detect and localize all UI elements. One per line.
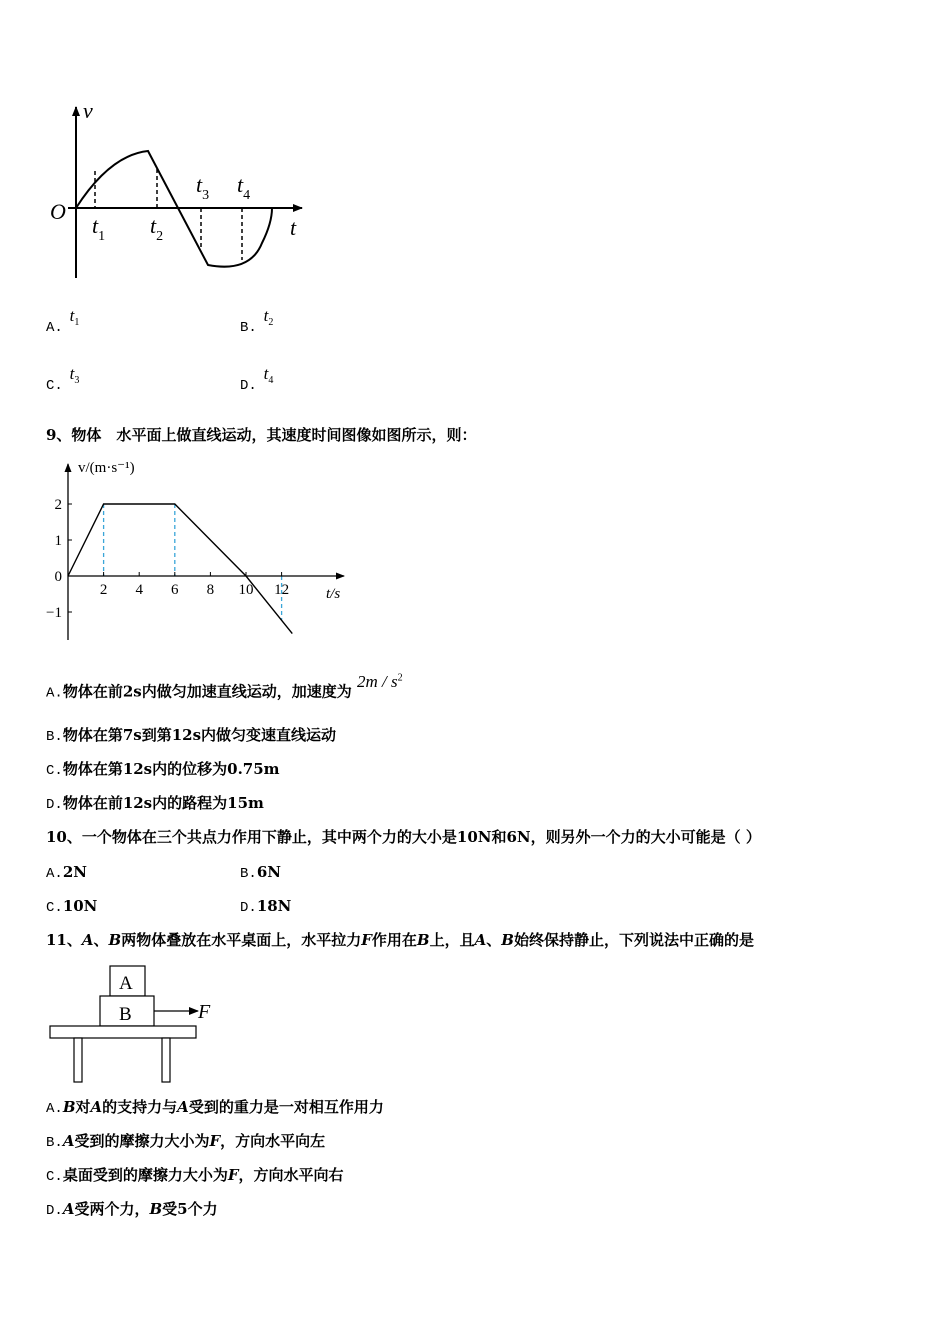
graph1-tick-t3: $t_3$ [196,172,210,203]
block-a-label: A [119,973,133,994]
q10-option-b[interactable] [240,862,281,884]
table-leg-right [162,1038,170,1082]
option-text: 18N [256,897,292,915]
q9-option-a[interactable] [46,671,403,704]
option-letter: D. [240,900,257,916]
option-formula: $t_2$ [263,306,274,328]
q10-option-a[interactable] [46,862,87,884]
option-letter: A. [46,866,63,882]
option-formula: $t_4$ [263,364,274,386]
option-letter: C. [46,763,63,779]
q8-option-a[interactable] [46,306,80,343]
table-top [50,1026,196,1038]
q11-option-d[interactable]: D.A受两个力，B受5个力 [46,1200,218,1219]
q11-stem: 11、A、B两物体叠放在水平桌面上，水平拉力F作用在B上，且A、B始终保持静止，下列说法中正确的是 [46,931,754,949]
q10-stem: 10、一个物体在三个共点力作用下静止，其中两个力的大小是10N和6N，则另外一个力的大小可能是（ ） [46,828,761,846]
option-letter: B. [46,729,63,745]
graph1-tick-t4: $t_4$ [237,172,251,203]
q8-option-b[interactable] [240,306,274,343]
chart-series-line [68,504,292,634]
option-letter: B. [46,1135,63,1151]
option-letter: B. [240,866,257,882]
q10-option-d[interactable] [240,896,291,918]
q8-option-d[interactable] [240,364,274,401]
q11-option-b[interactable]: B.A受到的摩擦力大小为F，方向水平向左 [46,1132,326,1151]
q9-stem: 9、物体 水平面上做直线运动，其速度时间图像如图所示，则： [46,426,477,444]
chart-x-tick-label: 6 [171,582,179,598]
q8-option-c[interactable] [46,364,80,401]
chart-y-tick-label: −1 [46,605,62,621]
option-text: 6N [256,863,281,881]
graph1-tick-t2: $t_2$ [150,213,164,244]
option-text: 物体在第12s内的位移为0.75m [62,760,280,778]
graph1-y-label: v [83,98,93,123]
chart-x-tick-label: 4 [135,582,143,598]
option-letter: D. [46,1203,63,1219]
option-letter: A. [46,1101,63,1117]
q9-option-d[interactable] [46,793,264,815]
q10-option-c[interactable] [46,896,97,918]
option-formula: $t_3$ [69,364,80,386]
option-letter: C. [46,1169,63,1185]
q9-option-b[interactable] [46,725,336,747]
chart-y-tick-label: 2 [54,497,62,513]
blocks-on-table-figure [46,962,226,1087]
graph1-x-label: t [290,215,297,240]
option-text: 物体在前2s内做匀加速直线运动，加速度为 [62,682,352,701]
option-letter: D. [46,797,63,813]
chart-x-tick-label: 10 [238,582,254,598]
graph1-tick-t1: $t_1$ [92,213,106,244]
chart-y-tick-label: 0 [54,569,62,585]
q9-option-c[interactable] [46,759,280,781]
chart-x-tick-label: 12 [274,582,290,598]
option-formula: $2m / s^2$ [356,671,403,691]
option-text: 2N [62,863,87,881]
option-letter: A. [46,685,63,702]
block-b-label: B [119,1004,132,1025]
chart-x-tick-label: 2 [99,582,108,598]
q11-option-c[interactable]: C.桌面受到的摩擦力大小为F，方向水平向右 [46,1166,344,1185]
option-formula: $t_1$ [69,306,80,328]
chart-y-tick-label: 1 [54,533,62,549]
table-leg-left [74,1038,82,1082]
option-text: 10N [62,897,98,915]
chart-y-label: v/(m·s⁻¹) [78,460,135,476]
q11-option-a[interactable]: A.B对A的支持力与A受到的重力是一对相互作用力 [46,1098,384,1117]
chart-x-tick-label: 8 [206,582,215,598]
option-letter: C. [46,378,63,394]
option-text: 物体在第7s到第12s内做匀变速直线运动 [62,726,337,744]
option-letter: A. [46,320,63,336]
chart-x-label: t/s [326,586,341,602]
option-letter: C. [46,900,63,916]
graph1-origin: O [50,199,66,224]
option-letter: B. [240,320,257,336]
vt-graph-1 [40,95,320,290]
option-text: 物体在前12s内的路程为15m [62,794,264,812]
force-label: F [198,1001,211,1023]
option-letter: D. [240,378,257,394]
vt-chart-q9 [36,452,356,642]
